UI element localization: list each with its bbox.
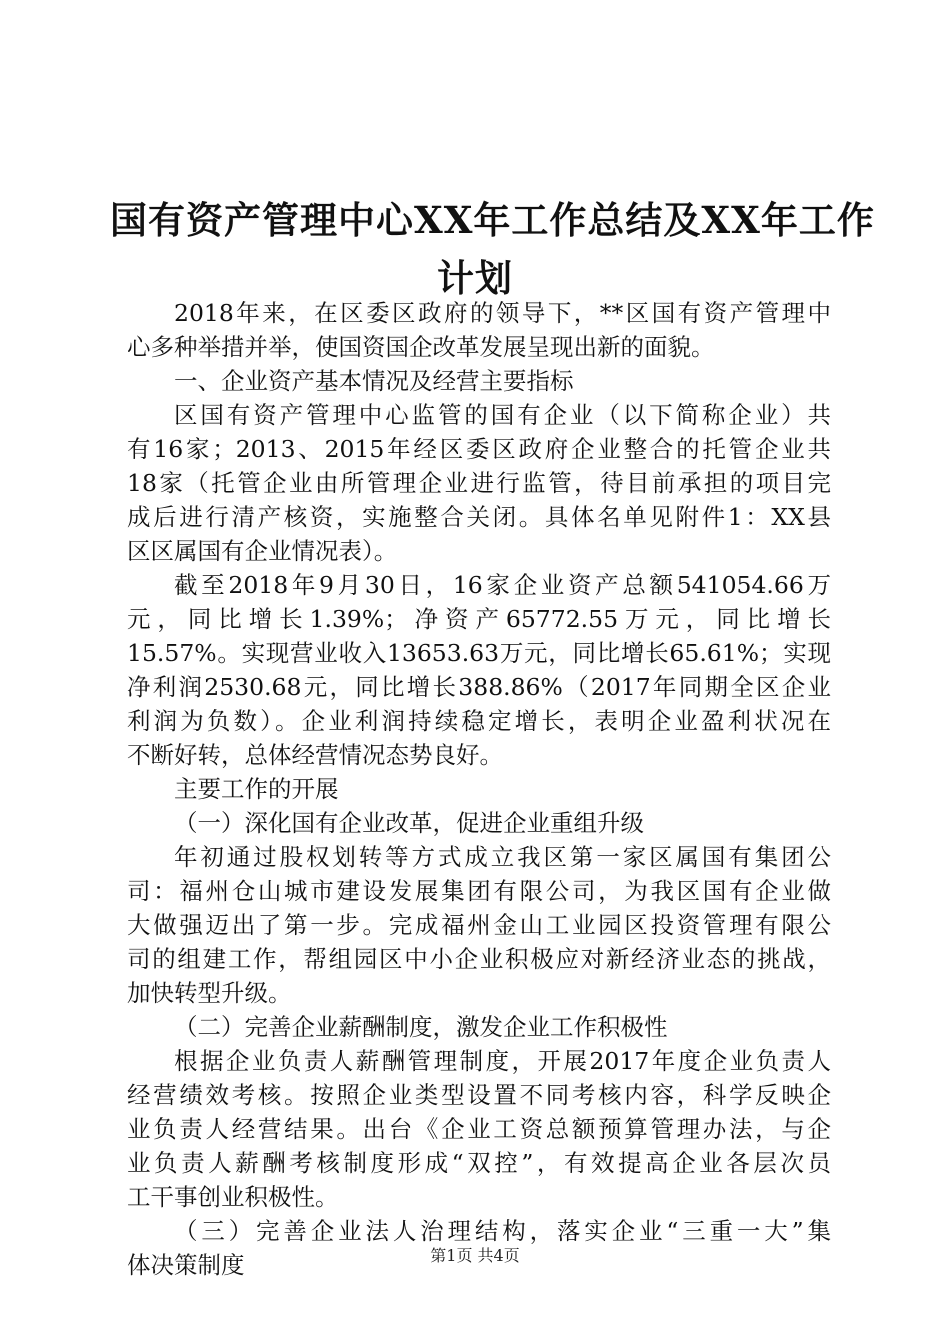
body-line: 体决策制度: [127, 1251, 245, 1279]
body-line: 15.57%。实现营业收入13653.63万元，同比增长65.61%；实现: [127, 639, 831, 667]
body-line: 年初通过股权划转等方式成立我区第一家区属国有集团公: [174, 843, 831, 871]
body-line: （二）完善企业薪酬制度，激发企业工作积极性: [174, 1013, 668, 1041]
body-line: 不断好转，总体经营情况态势良好。: [127, 741, 503, 769]
body-line: 净利润2530.68元，同比增长388.86%（2017年同期全区企业: [127, 673, 831, 701]
body-line: 元，同比增长1.39%；净资产65772.55万元，同比增长: [127, 605, 831, 633]
body-line: 司的组建工作，帮组园区中小企业积极应对新经济业态的挑战，: [127, 945, 831, 973]
body-line: 司：福州仓山城市建设发展集团有限公司，为我区国有企业做: [127, 877, 831, 905]
body-line: 有16家；2013、2015年经区委区政府企业整合的托管企业共: [127, 435, 831, 463]
body-line: 业负责人经营结果。出台《企业工资总额预算管理办法，与企: [127, 1115, 831, 1143]
body-line: 加快转型升级。: [127, 979, 292, 1007]
body-line: （三）完善企业法人治理结构，落实企业“三重一大”集: [174, 1217, 831, 1245]
body-line: 业负责人薪酬考核制度形成“双控”，有效提高企业各层次员: [127, 1149, 831, 1177]
body-line: 一、企业资产基本情况及经营主要指标: [174, 367, 574, 395]
body-line: 成后进行清产核资，实施整合关闭。具体名单见附件1：XX县: [127, 503, 831, 531]
body-line: 经营绩效考核。按照企业类型设置不同考核内容，科学反映企: [127, 1081, 831, 1109]
body-line: 主要工作的开展: [174, 775, 339, 803]
body-line: 大做强迈出了第一步。完成福州金山工业园区投资管理有限公: [127, 911, 831, 939]
document-title-line-2: 计划: [437, 256, 513, 300]
body-line: 2018年来，在区委区政府的领导下，**区国有资产管理中: [174, 299, 831, 327]
body-line: 根据企业负责人薪酬管理制度，开展2017年度企业负责人: [174, 1047, 831, 1075]
body-line: 18家（托管企业由所管理企业进行监管，待目前承担的项目完: [127, 469, 831, 497]
page-footer: 第1页 共4页: [430, 1246, 520, 1265]
document-title-line-1: 国有资产管理中心XX年工作总结及XX年工作: [110, 198, 875, 242]
body-line: 工干事创业积极性。: [127, 1183, 339, 1211]
body-line: 利润为负数）。企业利润持续稳定增长，表明企业盈利状况在: [127, 707, 831, 735]
body-line: 区国有资产管理中心监管的国有企业（以下简称企业）共: [174, 401, 831, 429]
body-line: 心多种举措并举，使国资国企改革发展呈现出新的面貌。: [127, 333, 715, 361]
body-line: 区区属国有企业情况表）。: [127, 537, 398, 565]
body-line: （一）深化国有企业改革，促进企业重组升级: [174, 809, 644, 837]
document-body: [127, 296, 831, 1282]
body-line: 截至2018年9月30日，16家企业资产总额541054.66万: [174, 571, 831, 599]
